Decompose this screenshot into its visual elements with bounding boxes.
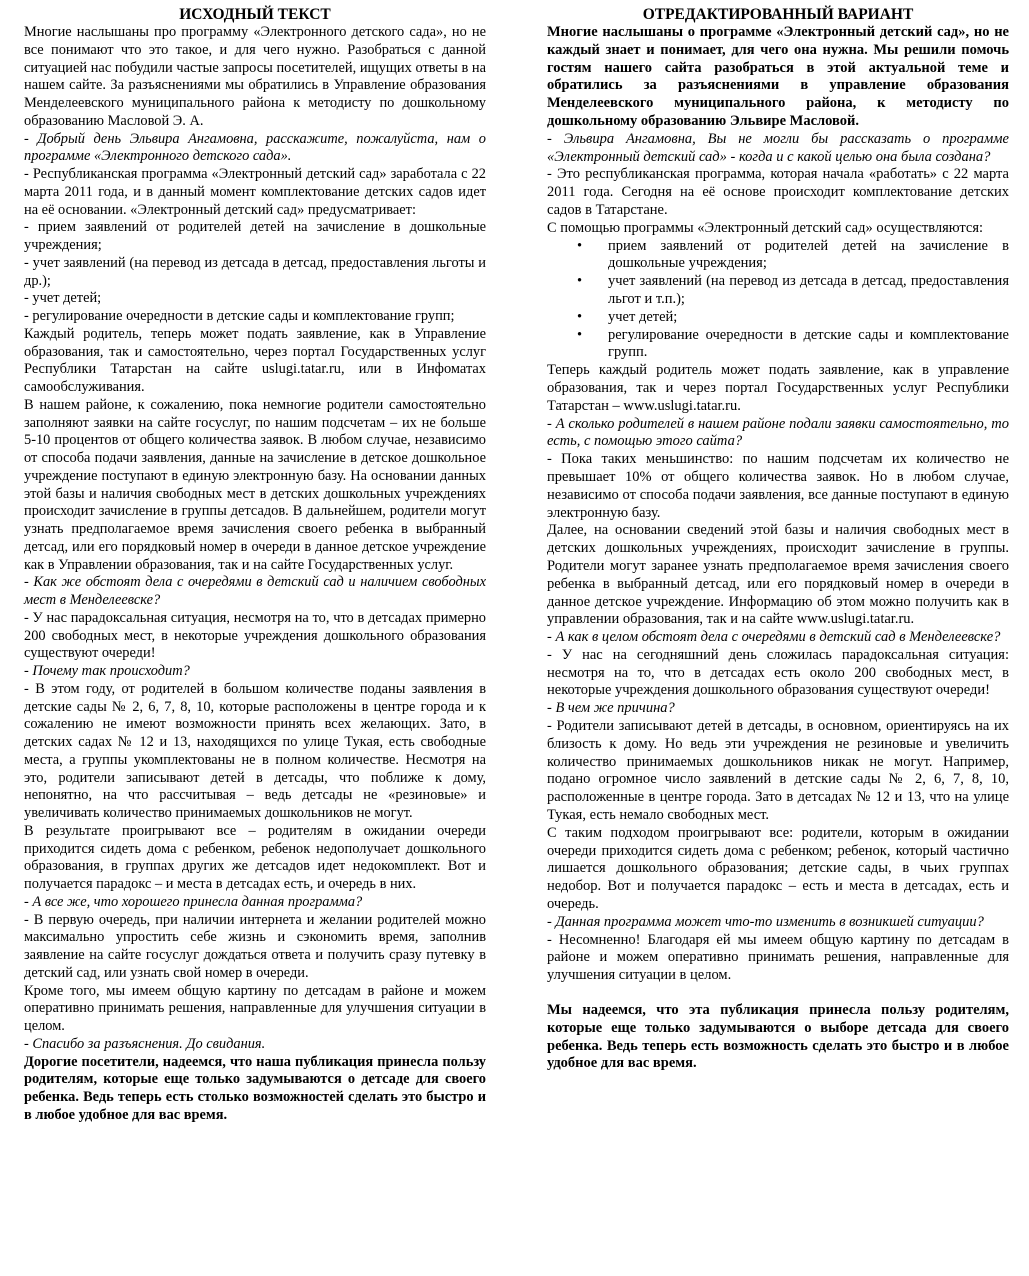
question-paragraph: - А как в целом обстоят дела с очередями в детский сад в Менделеевске? [547,629,1001,646]
bullet-list-item [547,238,1009,274]
paragraph: Далее, на основании сведений этой базы и наличия свободных мест в детских дошкольных учреждениях, происходит зачисление в группы. Родители могут заранее узнать предполагаемое время зачисления своего ребенка в выбранный детсад, или его порядковый номер в очереди в данное детское учреждение. Информацию об этом можно получить как в управлении образования, так и на сайте www.uslugi.tatar.ru. [547,522,1009,628]
bold-paragraph: Многие наслышаны о программе «Электронный детский сад», но не каждый знает и понимает, для чего она нужна. Мы решили помочь гостям нашего сайта разобраться в этой актуальной теме и обратились за разъяснениями в управление образования Менделеевского муниципального района, к методисту по дошкольному образованию Эльвире Масловой. [547,24,1009,129]
edited-text-body [547,24,1009,1073]
bullet-icon: • [577,237,583,254]
paragraph: - регулирование очередности в детские сады и комплектование групп; [24,308,455,324]
edited-text-title: ОТРЕДАКТИРОВАННЫЙ ВАРИАНТ [642,6,914,23]
paragraph: - Несомненно! Благодаря ей мы имеем общую картину по детсадам в районе и можем оперативно принимать решения, направленные для улучшения ситуации в целом. [547,931,1009,984]
paragraph: В нашем районе, к сожалению, пока немногие родители самостоятельно заполняют заявки на сайте госуслуг, по нашим подсчетам – их не больше 5-10 процентов от общего количества заявок. В любом случае, независимо от способа подачи заявления, данные на зачисление в детское дошкольное учреждение поступают в единую электронную базу. На основании данных этой базы и наличия свободных мест в детских дошкольных учреждениях происходит зачисление в группы детсадов. В дальнейшем, родители могут узнать предполагаемое время зачисления своего ребенка в выбранный детсад, или его порядковый номер в очереди в данное детское учреждение как в Управлении образования, так и на сайте Государственных услуг. [24,396,486,573]
spacer [547,985,1009,1002]
paragraph: - В первую очередь, при наличии интернета и желании родителей можно максимально упростить себе жизнь и сэкономить время, заполнив заявление на сайте госуслуг дождаться ответа и получить сразу путевку в детский сад, или узнать свой номер в очереди. [24,911,486,981]
original-text-body [24,24,486,1125]
paragraph: - учет заявлений (на перевод из детсада в детсад, предоставления льготы и др.); [24,254,486,289]
paragraph: - У нас на сегодняшний день сложилась парадоксальная ситуация: несмотря на то, что в детсадах есть около 200 свободных мест, в некоторые учреждения дошкольного образования существуют очереди! [547,646,1009,699]
question-paragraph: - А все же, что хорошего принесла данная программа? [24,893,363,910]
paragraph: - Республиканская программа «Электронный детский сад» заработала с 22 марта 2011 года, и в данный момент комплектование детских садов идет на её основании. «Электронный детский сад» предусматривает: [24,166,486,218]
bullet-list [547,238,1009,363]
question-paragraph: - Почему так происходит? [24,663,190,679]
bold-paragraph: Дорогие посетители, надеемся, что наша публикация принесла пользу родителям, которые еще только задумываются о детсаде для своего ребенка. Ведь теперь есть столько возможностей сделать это быстро и в любое удобное для вас время. [24,1053,486,1123]
question-paragraph: - В чем же причина? [547,700,675,717]
paragraph: - прием заявлений от родителей детей на зачисление в дошкольные учреждения; [24,219,486,253]
question-paragraph: - Данная программа может что-то изменить в возникшей ситуации? [547,913,984,930]
paragraph: - Пока таких меньшинство: по нашим подсчетам их количество не превышает 10% от общего количества заявок. Но в любом случае, независимо от способа подачи заявления, все данные поступают в единую электронную базу. [547,451,1009,521]
bullet-text: прием заявлений от родителей детей на зачисление в дошкольные учреждения; [608,237,1009,272]
paragraph: - учет детей; [24,290,102,307]
paragraph: Кроме того, мы имеем общую картину по детсадам в районе и можем оперативно принимать решения, направленные для улучшения ситуации в целом. [24,982,486,1034]
paragraph: - Это республиканская программа, которая начала «работать» с 22 марта 2011 года. Сегодня на её основе происходит комплектование детских садов в Татарстане. [547,166,1009,218]
paragraph: С помощью программы «Электронный детский сад» осуществляются: [547,219,984,236]
edited-text-column [547,6,1009,1073]
bullet-icon: • [577,273,583,290]
question-paragraph: - Спасибо за разъяснения. До свидания. [24,1035,266,1052]
bullet-text: учет детей; [608,308,678,325]
bullet-text: регулирование очередности в детские сады и комплектование групп. [608,326,1009,361]
bullet-list-item [547,273,1009,309]
bullet-icon: • [577,308,583,325]
question-paragraph: - Добрый день Эльвира Ангамовна, расскажите, пожалуйста, нам о программе «Электронного детского сада». [24,130,486,165]
question-paragraph: - А сколько родителей в нашем районе подали заявки самостоятельно, то есть, с помощью этого сайта? [547,415,1009,450]
question-paragraph: - Эльвира Ангамовна, Вы не могли бы рассказать о программе «Электронный детский сад» - когда и с какой целью она была создана? [547,130,1009,165]
bold-paragraph: Мы надеемся, что эта публикация принесла пользу родителям, которые еще только задумываются о выборе детсада для своего ребенка. Ведь теперь есть возможность сделать это быстро и в любое удобное для вас время. [547,1002,1009,1072]
paragraph: Многие наслышаны про программу «Электронного детского сада», но не все понимают что это такое, и для чего нужно. Разобраться с данной ситуацией нас побудили частые запросы посетителей, ищущих ответы в на нашем сайте. За разъяснениями мы обратились в Управление образования Менделеевского муниципального района к методисту по дошкольному образованию Масловой Э. А. [24,24,486,129]
bullet-icon: • [577,326,583,343]
paragraph: - В этом году, от родителей в большом количестве поданы заявления в детские сады № 2, 6, 7, 8, 10, которые расположены в центре города и к сожалению не имеют возможности принять всех желающих. Зато, в детских садах № 12 и 13, находящихся по улице Тукая, есть свободные места, а группы укомплектованы не в полном количестве. Несмотря на это, родители записывают детей в детсады, что поближе к дому, непонятно, на что рассчитывая – ведь детсады не «резиновые» и увеличивать количество принимаемых дошкольников не могут. [24,680,486,821]
original-text-title: ИСХОДНЫЙ ТЕКСТ [179,6,331,23]
bullet-list-item [547,327,1009,363]
paragraph: Теперь каждый родитель может подать заявление, как в управление образования, так и через портал Государственных услуг Республики Татарстан – www.uslugi.tatar.ru. [547,362,1009,414]
paragraph: - У нас парадоксальная ситуация, несмотря на то, что в детсадах примерно 200 свободных мест, в некоторые учреждения дошкольного образования существуют очереди! [24,609,486,662]
paragraph: - Родители записывают детей в детсады, в основном, ориентируясь на их близость к дому. Но ведь эти учреждения не резиновые и увеличить количество принимаемых дошкольников никак не могут. Например, подано огромное число заявлений в детские сады № 2, 6, 7, 8, 10, расположенные в центре города. Зато в детсадах № 12 и 13, что на улице Тукая, есть немало свободных мест. [547,718,1009,824]
paragraph: Каждый родитель, теперь может подать заявление, как в Управление образования, так и самостоятельно, через портал Государственных услуг Республики Татарстан на сайте uslugi.tatar.ru, или в Инфоматах самообслуживания. [24,325,486,395]
bullet-text: учет заявлений (на перевод из детсада в детсад, предоставления льгот и т.п.); [608,273,1009,307]
question-paragraph: - Как же обстоят дела с очередями в детский сад и наличием свободных мест в Менделеевске? [24,574,486,608]
paragraph: С таким подходом проигрывают все: родители, которым в ожидании очереди приходится сидеть дома с ребенком; ребенок, который частично лишается дошкольного образования; детские сады, в чьих группах недобор. Вот и получается парадокс – есть и места в детсадах, есть и очередь. [547,824,1009,913]
paragraph: В результате проигрывают все – родителям в ожидании очереди приходится сидеть дома с ребенком, ребенок недополучает дошкольного образования, в группах других же детсадов идет недокомплект. Вот и получается парадокс – и места в детсадах есть, и очередь в них. [24,822,486,892]
original-text-column [24,6,486,1125]
bullet-list-item [547,309,1009,327]
